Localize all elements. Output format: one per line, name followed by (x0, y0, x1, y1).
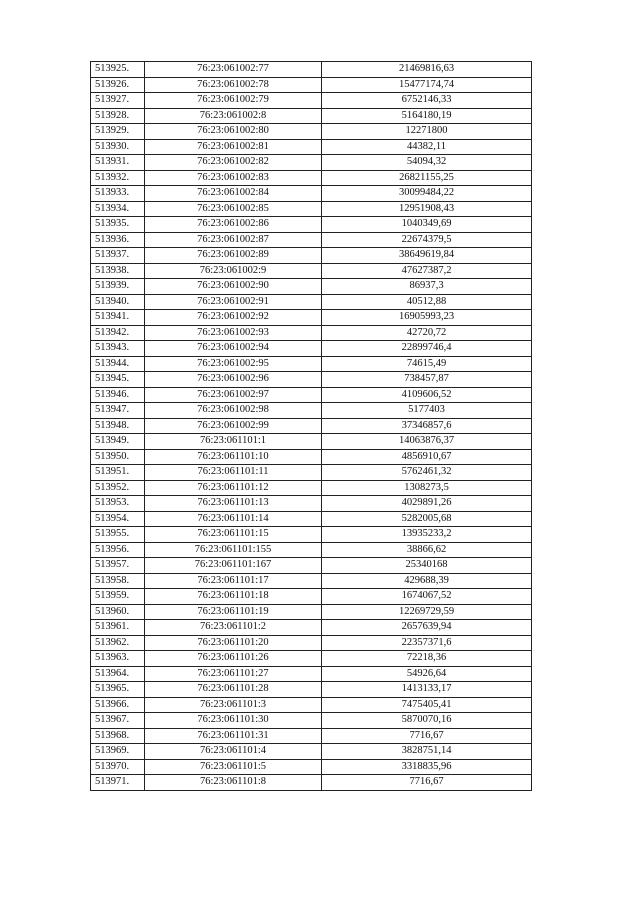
cadastral-number-cell: 76:23:061002:92 (145, 310, 322, 326)
cadastral-value-cell: 5870070,16 (322, 713, 532, 729)
row-number-cell: 513946. (91, 387, 145, 403)
cadastral-value-cell: 13935233,2 (322, 527, 532, 543)
cadastral-number-cell: 76:23:061101:10 (145, 449, 322, 465)
row-number-cell: 513928. (91, 108, 145, 124)
cadastral-number-cell: 76:23:061002:84 (145, 186, 322, 202)
cadastral-number-cell: 76:23:061101:4 (145, 744, 322, 760)
row-number-cell: 513934. (91, 201, 145, 217)
row-number-cell: 513950. (91, 449, 145, 465)
cadastral-number-cell: 76:23:061002:97 (145, 387, 322, 403)
cadastral-number-cell: 76:23:061101:3 (145, 697, 322, 713)
table-row (91, 666, 532, 682)
table-row (91, 294, 532, 310)
table-row (91, 387, 532, 403)
cadastral-number-cell: 76:23:061002:81 (145, 139, 322, 155)
row-number-cell: 513955. (91, 527, 145, 543)
row-number-cell: 513935. (91, 217, 145, 233)
cadastral-number-cell: 76:23:061101:5 (145, 759, 322, 775)
table-row (91, 651, 532, 667)
table-row (91, 372, 532, 388)
cadastral-number-cell: 76:23:061101:31 (145, 728, 322, 744)
table-row (91, 170, 532, 186)
row-number-cell: 513970. (91, 759, 145, 775)
cadastral-number-cell: 76:23:061101:26 (145, 651, 322, 667)
table-row (91, 186, 532, 202)
row-number-cell: 513929. (91, 124, 145, 140)
cadastral-value-cell: 6752146,33 (322, 93, 532, 109)
cadastral-value-table (90, 61, 532, 791)
cadastral-number-cell: 76:23:061101:15 (145, 527, 322, 543)
row-number-cell: 513967. (91, 713, 145, 729)
table-row (91, 217, 532, 233)
cadastral-value-cell: 30099484,22 (322, 186, 532, 202)
table-row (91, 573, 532, 589)
cadastral-number-cell: 76:23:061002:83 (145, 170, 322, 186)
cadastral-number-cell: 76:23:061101:28 (145, 682, 322, 698)
row-number-cell: 513948. (91, 418, 145, 434)
cadastral-number-cell: 76:23:061002:94 (145, 341, 322, 357)
cadastral-number-cell: 76:23:061002:95 (145, 356, 322, 372)
row-number-cell: 513959. (91, 589, 145, 605)
row-number-cell: 513966. (91, 697, 145, 713)
cadastral-value-cell: 3828751,14 (322, 744, 532, 760)
row-number-cell: 513947. (91, 403, 145, 419)
cadastral-value-cell: 3318835,96 (322, 759, 532, 775)
row-number-cell: 513940. (91, 294, 145, 310)
row-number-cell: 513954. (91, 511, 145, 527)
cadastral-value-cell: 7475405,41 (322, 697, 532, 713)
cadastral-value-cell: 26821155,25 (322, 170, 532, 186)
cadastral-number-cell: 76:23:061101:19 (145, 604, 322, 620)
cadastral-number-cell: 76:23:061002:9 (145, 263, 322, 279)
table-row (91, 62, 532, 78)
cadastral-value-cell: 5177403 (322, 403, 532, 419)
cadastral-number-cell: 76:23:061002:78 (145, 77, 322, 93)
row-number-cell: 513939. (91, 279, 145, 295)
table-row (91, 728, 532, 744)
table-row (91, 325, 532, 341)
row-number-cell: 513942. (91, 325, 145, 341)
row-number-cell: 513963. (91, 651, 145, 667)
cadastral-number-cell: 76:23:061002:82 (145, 155, 322, 171)
row-number-cell: 513951. (91, 465, 145, 481)
cadastral-value-cell: 21469816,63 (322, 62, 532, 78)
cadastral-number-cell: 76:23:061002:91 (145, 294, 322, 310)
table-row (91, 775, 532, 791)
cadastral-number-cell: 76:23:061002:87 (145, 232, 322, 248)
cadastral-number-cell: 76:23:061101:20 (145, 635, 322, 651)
row-number-cell: 513936. (91, 232, 145, 248)
table-row (91, 620, 532, 636)
cadastral-value-cell: 72218,36 (322, 651, 532, 667)
row-number-cell: 513943. (91, 341, 145, 357)
cadastral-value-cell: 38866,62 (322, 542, 532, 558)
cadastral-number-cell: 76:23:061101:27 (145, 666, 322, 682)
cadastral-value-cell: 5282005,68 (322, 511, 532, 527)
cadastral-value-cell: 54094,32 (322, 155, 532, 171)
table-row (91, 356, 532, 372)
row-number-cell: 513956. (91, 542, 145, 558)
row-number-cell: 513941. (91, 310, 145, 326)
row-number-cell: 513932. (91, 170, 145, 186)
row-number-cell: 513952. (91, 480, 145, 496)
table-row (91, 108, 532, 124)
cadastral-value-cell: 15477174,74 (322, 77, 532, 93)
cadastral-value-cell: 44382,11 (322, 139, 532, 155)
table-row (91, 682, 532, 698)
table-row (91, 279, 532, 295)
row-number-cell: 513964. (91, 666, 145, 682)
row-number-cell: 513958. (91, 573, 145, 589)
cadastral-value-cell: 12269729,59 (322, 604, 532, 620)
cadastral-value-cell: 7716,67 (322, 775, 532, 791)
table-row (91, 604, 532, 620)
row-number-cell: 513971. (91, 775, 145, 791)
row-number-cell: 513930. (91, 139, 145, 155)
row-number-cell: 513926. (91, 77, 145, 93)
table-row (91, 77, 532, 93)
cadastral-value-cell: 1308273,5 (322, 480, 532, 496)
row-number-cell: 513962. (91, 635, 145, 651)
cadastral-value-cell: 37346857,6 (322, 418, 532, 434)
row-number-cell: 513925. (91, 62, 145, 78)
cadastral-value-cell: 5164180,19 (322, 108, 532, 124)
cadastral-value-cell: 38649619,84 (322, 248, 532, 264)
row-number-cell: 513965. (91, 682, 145, 698)
table-row (91, 635, 532, 651)
cadastral-number-cell: 76:23:061002:79 (145, 93, 322, 109)
cadastral-value-cell: 1413133,17 (322, 682, 532, 698)
cadastral-value-cell: 7716,67 (322, 728, 532, 744)
row-number-cell: 513949. (91, 434, 145, 450)
table-row (91, 93, 532, 109)
cadastral-number-cell: 76:23:061002:77 (145, 62, 322, 78)
cadastral-value-cell: 54926,64 (322, 666, 532, 682)
row-number-cell: 513927. (91, 93, 145, 109)
cadastral-number-cell: 76:23:061002:98 (145, 403, 322, 419)
table-row (91, 248, 532, 264)
cadastral-value-cell: 22899746,4 (322, 341, 532, 357)
table-row (91, 232, 532, 248)
cadastral-number-cell: 76:23:061002:96 (145, 372, 322, 388)
row-number-cell: 513944. (91, 356, 145, 372)
cadastral-value-cell: 40512,88 (322, 294, 532, 310)
table-row (91, 542, 532, 558)
cadastral-number-cell: 76:23:061101:167 (145, 558, 322, 574)
cadastral-value-cell: 16905993,23 (322, 310, 532, 326)
table-row (91, 263, 532, 279)
table-row (91, 759, 532, 775)
table-row (91, 527, 532, 543)
table-row (91, 511, 532, 527)
row-number-cell: 513961. (91, 620, 145, 636)
cadastral-number-cell: 76:23:061002:80 (145, 124, 322, 140)
table-row (91, 139, 532, 155)
cadastral-number-cell: 76:23:061101:2 (145, 620, 322, 636)
cadastral-number-cell: 76:23:061101:14 (145, 511, 322, 527)
cadastral-number-cell: 76:23:061101:1 (145, 434, 322, 450)
cadastral-number-cell: 76:23:061002:99 (145, 418, 322, 434)
table-row (91, 744, 532, 760)
cadastral-value-cell: 4109606,52 (322, 387, 532, 403)
row-number-cell: 513938. (91, 263, 145, 279)
table-row (91, 713, 532, 729)
table-row (91, 480, 532, 496)
cadastral-number-cell: 76:23:061002:85 (145, 201, 322, 217)
cadastral-value-cell: 4029891,26 (322, 496, 532, 512)
table-row (91, 434, 532, 450)
cadastral-value-cell: 22357371,6 (322, 635, 532, 651)
cadastral-value-cell: 1674067,52 (322, 589, 532, 605)
row-number-cell: 513953. (91, 496, 145, 512)
table-row (91, 341, 532, 357)
cadastral-number-cell: 76:23:061101:13 (145, 496, 322, 512)
cadastral-value-cell: 86937,3 (322, 279, 532, 295)
cadastral-value-cell: 429688,39 (322, 573, 532, 589)
row-number-cell: 513960. (91, 604, 145, 620)
table-row (91, 697, 532, 713)
cadastral-number-cell: 76:23:061002:90 (145, 279, 322, 295)
table-row (91, 124, 532, 140)
table-row (91, 589, 532, 605)
cadastral-value-cell: 47627387,2 (322, 263, 532, 279)
cadastral-value-cell: 12271800 (322, 124, 532, 140)
cadastral-number-cell: 76:23:061101:11 (145, 465, 322, 481)
row-number-cell: 513937. (91, 248, 145, 264)
table-row (91, 201, 532, 217)
cadastral-value-cell: 14063876,37 (322, 434, 532, 450)
cadastral-number-cell: 76:23:061101:155 (145, 542, 322, 558)
table-row (91, 558, 532, 574)
cadastral-number-cell: 76:23:061101:8 (145, 775, 322, 791)
row-number-cell: 513969. (91, 744, 145, 760)
table-row (91, 465, 532, 481)
cadastral-value-cell: 5762461,32 (322, 465, 532, 481)
cadastral-number-cell: 76:23:061101:18 (145, 589, 322, 605)
cadastral-value-cell: 74615,49 (322, 356, 532, 372)
cadastral-value-cell: 4856910,67 (322, 449, 532, 465)
cadastral-number-cell: 76:23:061101:30 (145, 713, 322, 729)
cadastral-value-cell: 25340168 (322, 558, 532, 574)
cadastral-value-cell: 738457,87 (322, 372, 532, 388)
table-row (91, 155, 532, 171)
row-number-cell: 513945. (91, 372, 145, 388)
table-row (91, 496, 532, 512)
cadastral-number-cell: 76:23:061002:86 (145, 217, 322, 233)
cadastral-number-cell: 76:23:061002:93 (145, 325, 322, 341)
row-number-cell: 513957. (91, 558, 145, 574)
row-number-cell: 513933. (91, 186, 145, 202)
row-number-cell: 513968. (91, 728, 145, 744)
cadastral-number-cell: 76:23:061101:12 (145, 480, 322, 496)
cadastral-value-cell: 1040349,69 (322, 217, 532, 233)
table-row (91, 403, 532, 419)
row-number-cell: 513931. (91, 155, 145, 171)
cadastral-number-cell: 76:23:061002:89 (145, 248, 322, 264)
table-body (91, 62, 532, 791)
cadastral-value-cell: 22674379,5 (322, 232, 532, 248)
table-row (91, 418, 532, 434)
cadastral-value-cell: 12951908,43 (322, 201, 532, 217)
cadastral-value-cell: 2657639,94 (322, 620, 532, 636)
cadastral-value-cell: 42720,72 (322, 325, 532, 341)
cadastral-number-cell: 76:23:061002:8 (145, 108, 322, 124)
cadastral-number-cell: 76:23:061101:17 (145, 573, 322, 589)
table-row (91, 310, 532, 326)
table-row (91, 449, 532, 465)
